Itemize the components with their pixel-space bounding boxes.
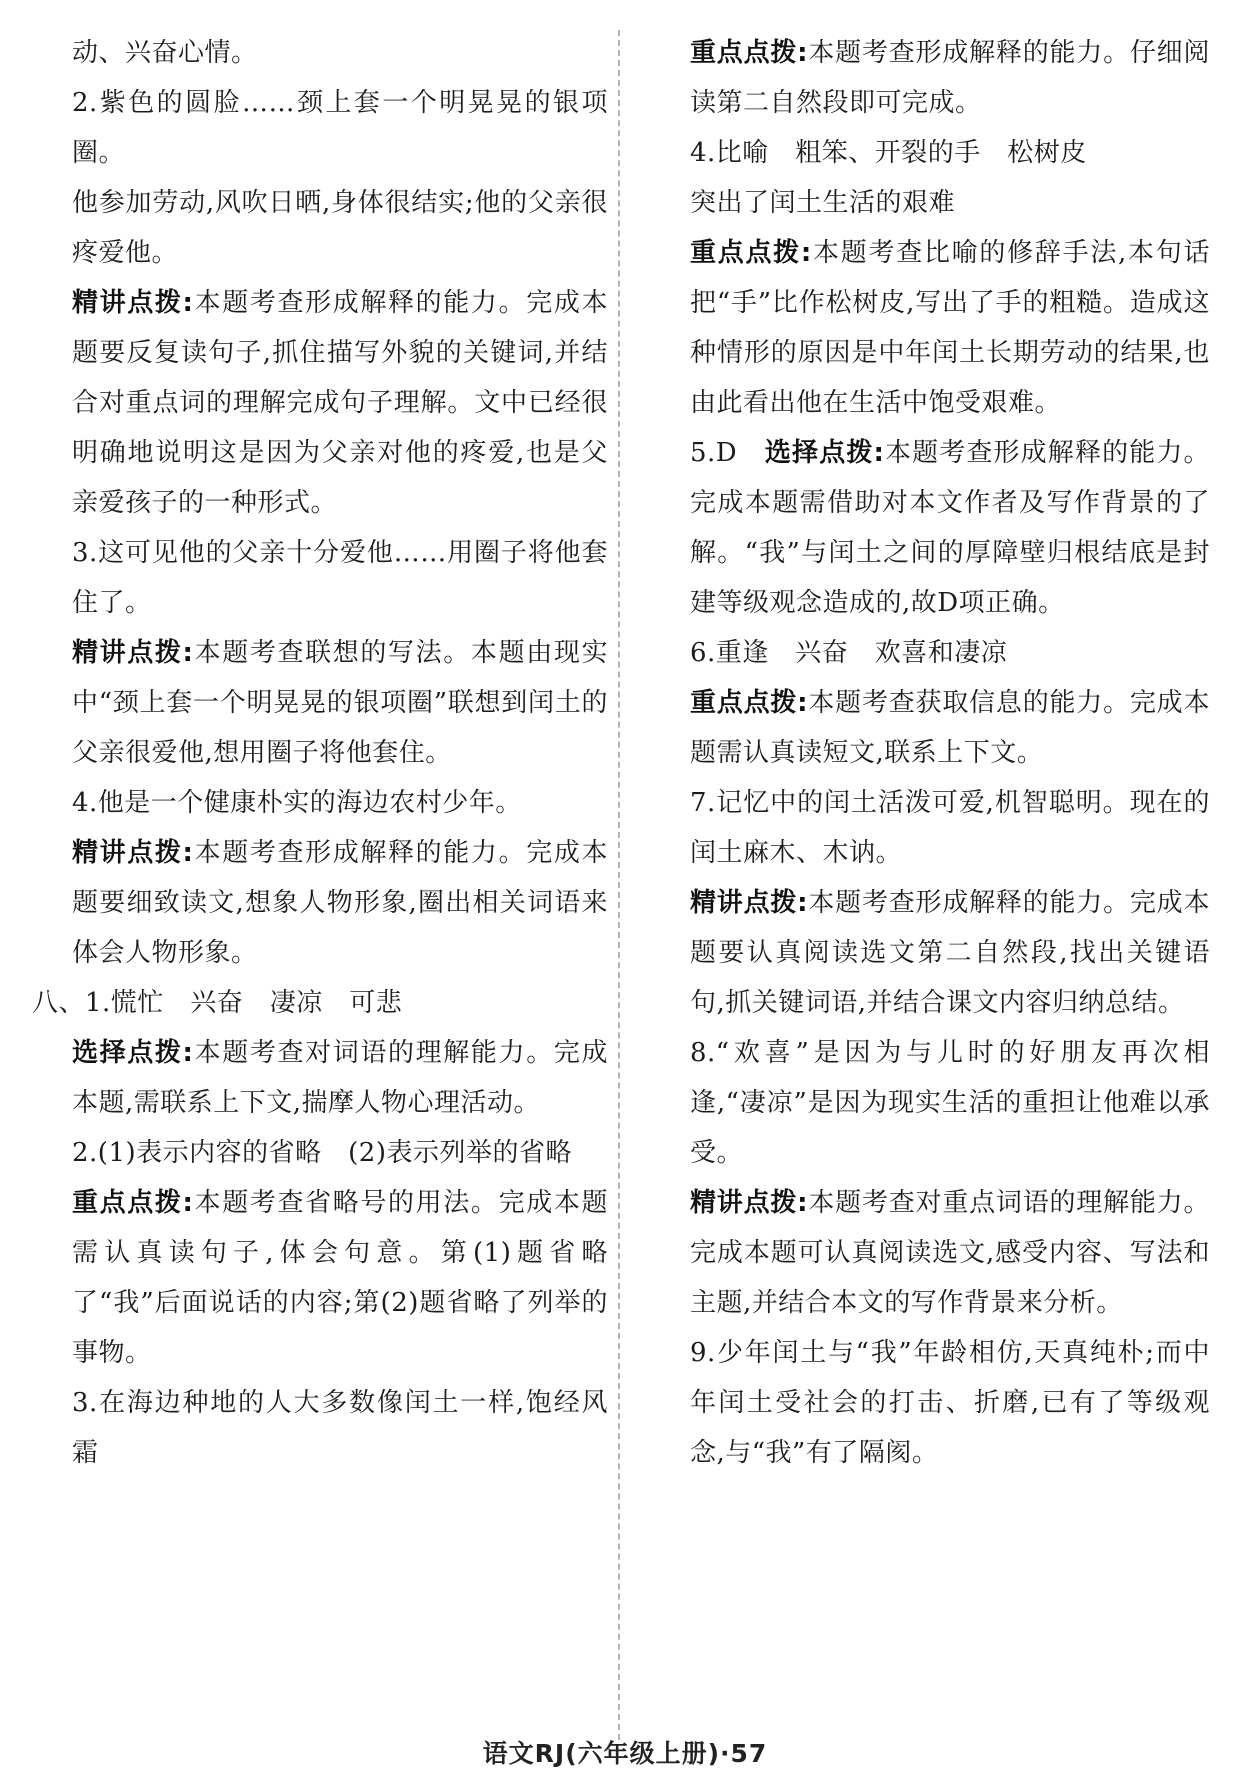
tip-label: 精讲点拨: [690, 888, 798, 918]
tip-label: 重点点拨: [690, 688, 798, 718]
tip-colon: :: [182, 838, 194, 868]
answer-text: 2.(1)表示内容的省略 (2)表示列举的省略: [72, 1138, 572, 1168]
tip-colon: :: [797, 1188, 809, 1218]
tip-text: 本题考查形成解释的能力。完成本题要反复读句子,抓住描写外貌的关键词,并结合对重点词的理解完成句子理解。文中已经很明确地说明这是因为父亲对他的疼爱,也是父亲爱孩子的一种形式。: [72, 288, 608, 518]
tip-label: 精讲点拨: [72, 288, 183, 318]
answer-text: 8.“欢喜”是因为与儿时的好朋友再次相逢,“凄凉”是因为现实生活的重担让他难以承受。: [690, 1038, 1210, 1168]
answer-text: 动、兴奋心情。: [72, 38, 258, 68]
tip-colon: :: [797, 38, 809, 68]
tip-label: 精讲点拨: [72, 638, 183, 668]
tip-paragraph: [690, 678, 1210, 778]
tip-paragraph: [72, 278, 608, 528]
tip-colon: :: [797, 888, 809, 918]
tip-label: 重点点拨: [72, 1188, 183, 1218]
tip-text: 本题考查形成解释的能力。完成本题需借助对本文作者及写作背景的了解。“我”与闰土之间的厚障壁归根结底是封建等级观念造成的,故D项正确。: [690, 438, 1210, 618]
answer-text: 3.在海边种地的人大多数像闰土一样,饱经风霜: [72, 1388, 608, 1468]
answer-text: 4.他是一个健康朴实的海边农村少年。: [72, 788, 522, 818]
tip-paragraph: [690, 1178, 1210, 1328]
tip-text: 本题考查比喻的修辞手法,本句话把“手”比作松树皮,写出了手的粗糙。造成这种情形的原因是中年闰土长期劳动的结果,也由此看出他在生活中饱受艰难。: [690, 238, 1210, 418]
tip-text: 本题考查形成解释的能力。完成本题要细致读文,想象人物形象,圈出相关词语来体会人物形象。: [72, 838, 608, 968]
answer-text: 6.重逢 兴奋 欢喜和凄凉: [690, 638, 1008, 668]
tip-text: 本题考查省略号的用法。完成本题需认真读句子,体会句意。第(1)题省略了“我”后面说话的内容;第(2)题省略了列举的事物。: [72, 1188, 608, 1368]
tip-text: 本题考查对词语的理解能力。完成本题,需联系上下文,揣摩人物心理活动。: [72, 1038, 608, 1118]
tip-label: 重点点拨: [690, 38, 798, 68]
tip-text: 本题考查形成解释的能力。仔细阅读第二自然段即可完成。: [690, 38, 1210, 118]
tip-label: 精讲点拨: [72, 838, 183, 868]
tip-paragraph: [690, 878, 1210, 1028]
tip-label: 精讲点拨: [690, 1188, 798, 1218]
tip-text: 本题考查对重点词语的理解能力。完成本题可认真阅读选文,感受内容、写法和主题,并结合本文的写作背景来分析。: [690, 1188, 1210, 1318]
column-divider: [618, 30, 620, 1740]
section-heading-answer: 八、1.慌忙 兴奋 凄凉 可悲: [32, 988, 403, 1018]
tip-label: 选择点拨: [764, 438, 874, 468]
left-column: [32, 28, 608, 1478]
tip-paragraph: [72, 1178, 608, 1378]
answer-text: 3.这可见他的父亲十分爱他……用圈子将他套住了。: [72, 538, 608, 618]
tip-label: 重点点拨: [690, 238, 801, 268]
tip-colon: :: [182, 1038, 194, 1068]
tip-colon: :: [182, 638, 194, 668]
answer-text: 4.比喻 粗笨、开裂的手 松树皮: [690, 138, 1087, 168]
tip-label: 选择点拨: [72, 1038, 183, 1068]
answer-text: 突出了闰土生活的艰难: [690, 188, 956, 218]
answer-number: 5.D: [690, 438, 765, 468]
answer-text: 9.少年闰土与“我”年龄相仿,天真纯朴;而中年闰土受社会的打击、折磨,已有了等级观念,与“我”有了隔阂。: [690, 1338, 1210, 1468]
tip-paragraph: [72, 828, 608, 978]
tip-text: 本题考查形成解释的能力。完成本题要认真阅读选文第二自然段,找出关键语句,抓关键词语,并结合课文内容归纳总结。: [690, 888, 1210, 1018]
tip-paragraph: [72, 628, 608, 778]
tip-text: 本题考查获取信息的能力。完成本题需认真读短文,联系上下文。: [690, 688, 1210, 768]
tip-paragraph: [72, 1028, 608, 1128]
tip-paragraph: [690, 428, 1210, 628]
tip-text: 本题考查联想的写法。本题由现实中“颈上套一个明晃晃的银项圈”联想到闰土的父亲很爱他,想用圈子将他套住。: [72, 638, 608, 768]
tip-colon: :: [800, 238, 812, 268]
tip-paragraph: [690, 228, 1210, 428]
answer-text: 7.记忆中的闰土活泼可爱,机智聪明。现在的闰土麻木、木讷。: [690, 788, 1210, 868]
tip-colon: :: [873, 438, 885, 468]
right-column: [690, 28, 1210, 1478]
tip-paragraph: [690, 28, 1210, 128]
page-footer: 语文RJ(六年级上册)·57: [482, 1739, 768, 1768]
tip-colon: :: [182, 288, 194, 318]
answer-text: 2.紫色的圆脸……颈上套一个明晃晃的银项圈。: [72, 88, 608, 168]
answer-text: 他参加劳动,风吹日晒,身体很结实;他的父亲很疼爱他。: [72, 188, 608, 268]
tip-colon: :: [797, 688, 809, 718]
tip-colon: :: [182, 1188, 194, 1218]
